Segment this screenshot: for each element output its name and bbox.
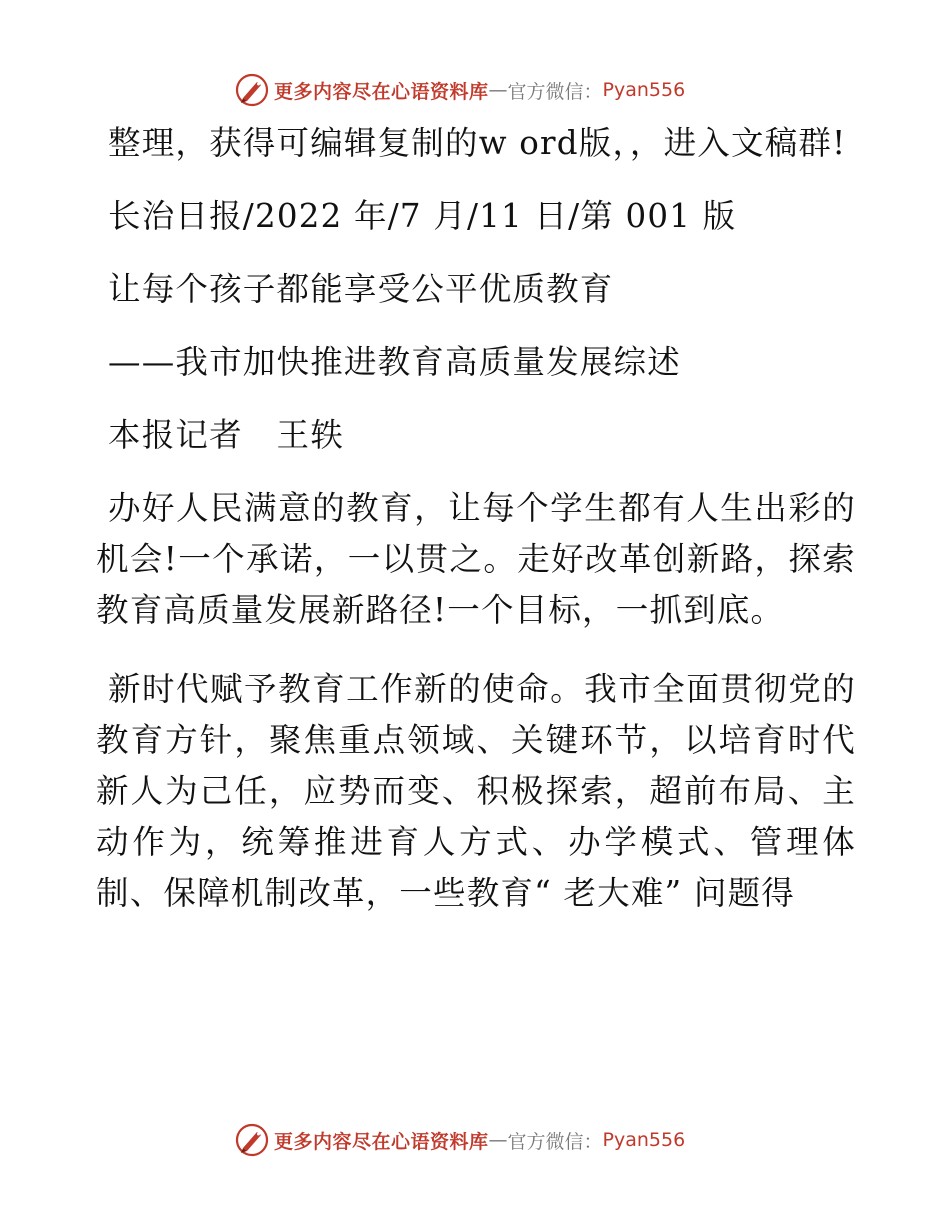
document-body [96, 118, 856, 919]
source-line: 长治日报/2022 年/7 月/11 日/第 001 版 [108, 197, 737, 235]
article-subtitle: ——我市加快推进教育高质量发展综述 [108, 343, 681, 381]
watermark-main-text: 更多内容尽在心语资料库 [274, 1130, 489, 1153]
byline: 本报记者 王轶 [108, 416, 344, 454]
body-paragraph-2: 新时代赋予教育工作新的使命。我市全面贯彻党的教育方针，聚焦重点领域、关键环节，以培育时代新人为己任，应势而变、积极探索，超前布局、主动作为，统筹推进育人方式、办学模式、管理体制、保障机制改革，一些教育“ 老大难” 问题得 [96, 670, 856, 912]
pen-logo-icon [234, 1122, 270, 1158]
watermark-label: 官方微信： [507, 1130, 603, 1153]
pen-logo-icon [234, 72, 270, 108]
body-paragraph-1: 办好人民满意的教育，让每个学生都有人生出彩的机会!一个承诺，一以贯之。走好改革创新路，探索教育高质量发展新路径!一个目标，一抓到底。 [96, 489, 856, 629]
watermark-id: Pyan556 [602, 1129, 686, 1151]
intro-paragraph: 整理，获得可编辑复制的w ord版，，进入文稿群! [108, 124, 847, 162]
watermark-id: Pyan556 [602, 79, 686, 101]
watermark-main-text: 更多内容尽在心语资料库 [274, 80, 489, 103]
watermark-separator: — [488, 1129, 508, 1151]
watermark-header [234, 72, 685, 108]
watermark-footer [234, 1122, 685, 1158]
watermark-label: 官方微信： [507, 80, 603, 103]
article-title: 让每个孩子都能享受公平优质教育 [108, 270, 614, 308]
watermark-separator: — [488, 79, 508, 101]
